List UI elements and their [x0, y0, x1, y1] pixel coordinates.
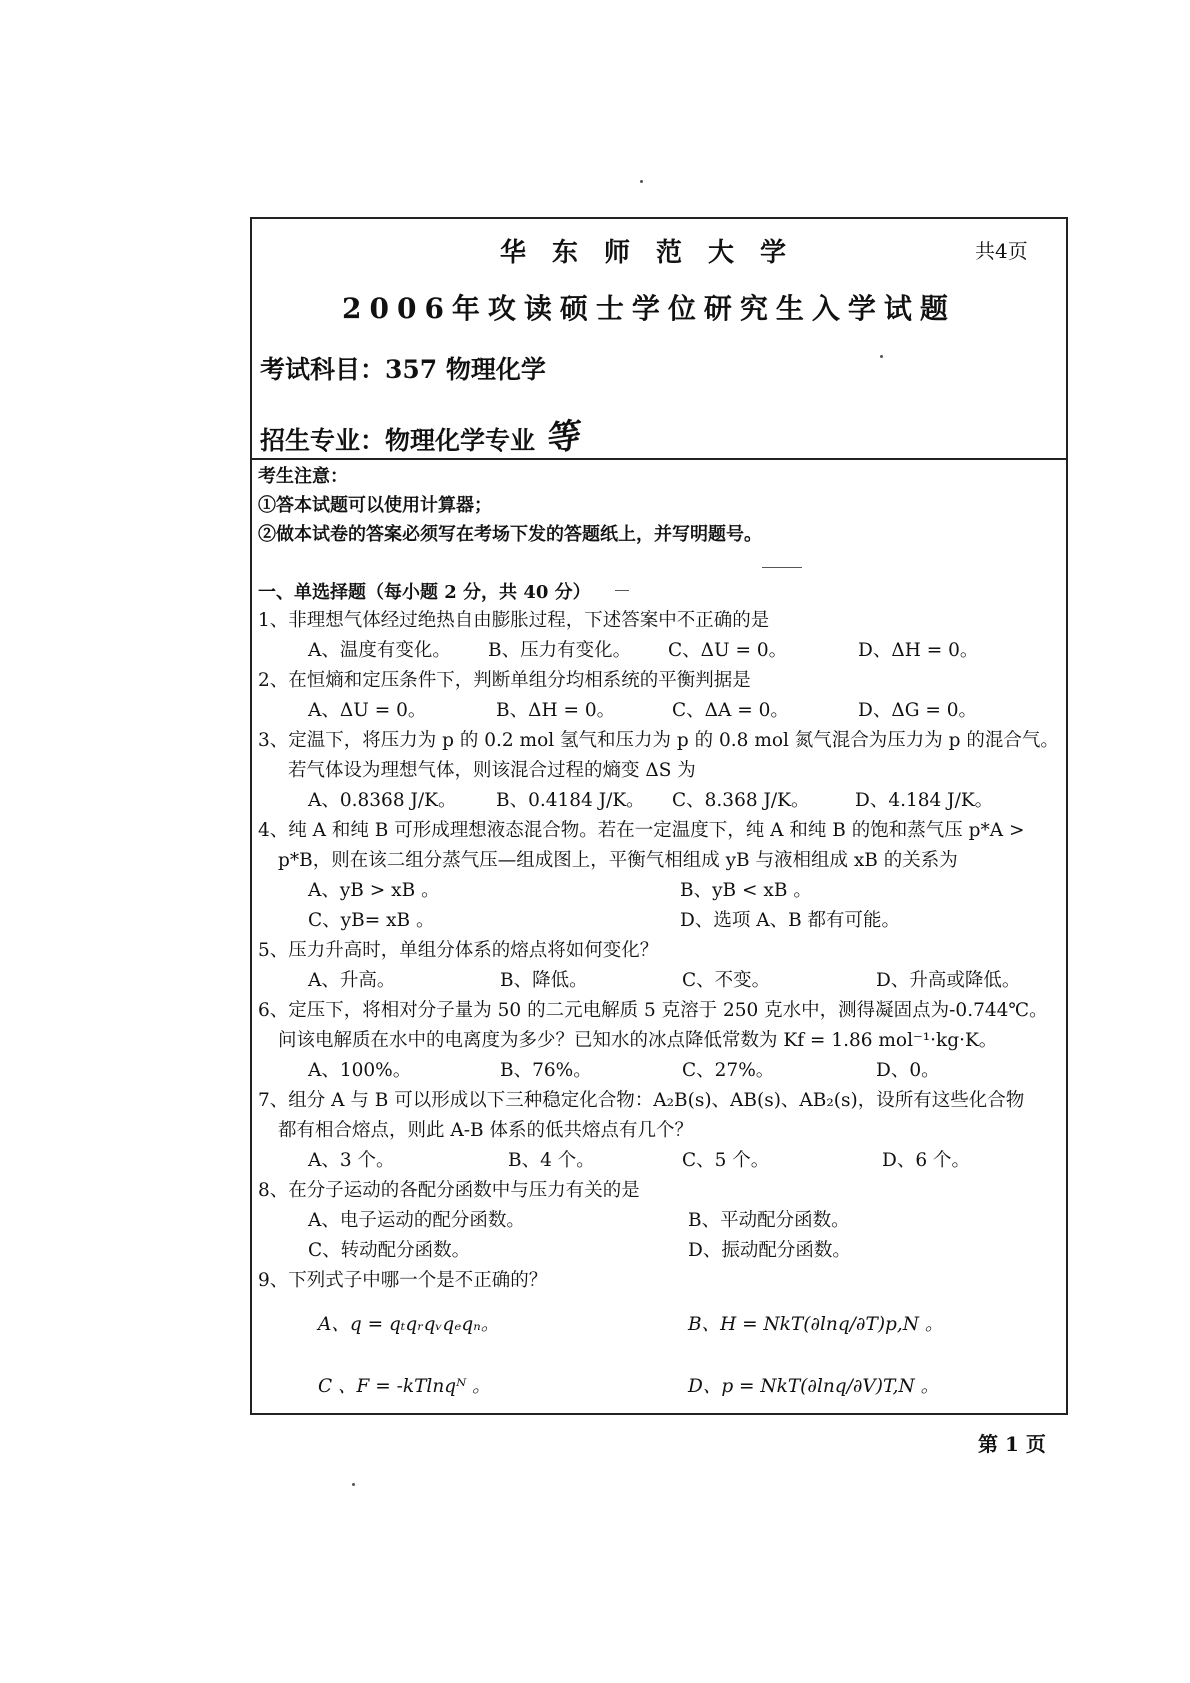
- option-c: C、转动配分函数。: [308, 1240, 471, 1261]
- option-d: D、选项 A、B 都有可能。: [680, 910, 901, 931]
- exam-major-text: 招生专业：物理化学专业: [260, 426, 536, 455]
- scan-speck: [640, 180, 643, 183]
- option-b: B、ΔH = 0。: [496, 700, 616, 721]
- option-b: B、yB < xB 。: [680, 880, 812, 901]
- question-stem: 8、在分子运动的各配分函数中与压力有关的是: [258, 1180, 640, 1201]
- question-stem: 3、定温下，将压力为 p 的 0.2 mol 氢气和压力为 p 的 0.8 mol 氮气混合为压力为 p 的混合气。: [258, 730, 1059, 751]
- scan-speck: [352, 1483, 355, 1486]
- exam-major: [260, 410, 581, 461]
- option-a: A、升高。: [308, 970, 396, 991]
- option-d: D、6 个。: [882, 1150, 970, 1171]
- handwritten-mark: 等: [541, 415, 581, 461]
- option-c: C、8.368 J/K。: [672, 790, 810, 811]
- question-stem: 9、下列式子中哪一个是不正确的？: [258, 1270, 548, 1291]
- question-stem: 2、在恒熵和定压条件下，判断单组分均相系统的平衡判据是: [258, 670, 751, 691]
- option-b: B、0.4184 J/K。: [496, 790, 645, 811]
- option-b: B、76%。: [500, 1060, 592, 1081]
- option-a: A、100%。: [308, 1060, 412, 1081]
- university-name: 华东师范大学: [500, 238, 813, 268]
- option-d: D、0。: [876, 1060, 940, 1081]
- question-stem: 7、组分 A 与 B 可以形成以下三种稳定化合物：A₂B(s)、AB(s)、AB₂(s)，设所有这些化合物: [258, 1090, 1025, 1111]
- option-a: A、3 个。: [308, 1150, 395, 1171]
- question-stem: 5、压力升高时，单组分体系的熔点将如何变化？: [258, 940, 659, 961]
- notice-heading: 考生注意：: [258, 466, 348, 487]
- option-a: A、0.8368 J/K。: [308, 790, 457, 811]
- option-d: D、振动配分函数。: [688, 1240, 851, 1261]
- question-stem: 6、定压下，将相对分子量为 50 的二元电解质 5 克溶于 250 克水中，测得凝固点为-0.744℃。: [258, 1000, 1048, 1021]
- option-a: A、电子运动的配分函数。: [308, 1210, 525, 1231]
- option-c: C、5 个。: [682, 1150, 770, 1171]
- option-d: D、p = NkT(∂lnq/∂V)T,N 。: [688, 1376, 940, 1397]
- option-b: B、H = NkT(∂lnq/∂T)p,N 。: [688, 1314, 944, 1335]
- option-b: B、4 个。: [508, 1150, 595, 1171]
- option-c: C、ΔA = 0。: [672, 700, 789, 721]
- option-c: C、不变。: [682, 970, 771, 991]
- question-stem-continued: 若气体设为理想气体，则该混合过程的熵变 ΔS 为: [288, 760, 696, 781]
- option-c: C、27%。: [682, 1060, 775, 1081]
- option-b: B、压力有变化。: [488, 640, 632, 661]
- notice-item: ②做本试卷的答案必须写在考场下发的答题纸上，并写明题号。: [258, 524, 762, 545]
- section-title: 一、单选择题（每小题 2 分，共 40 分）: [258, 582, 591, 603]
- option-d: D、4.184 J/K。: [855, 790, 994, 811]
- option-a: A、q = qₜqᵣqᵥqₑqₙ。: [318, 1314, 500, 1335]
- question-stem-continued: 都有相合熔点，则此 A-B 体系的低共熔点有几个？: [278, 1120, 693, 1141]
- option-d: D、升高或降低。: [876, 970, 1021, 991]
- exam-subject: 考试科目：357 物理化学: [260, 355, 546, 384]
- option-a: A、ΔU = 0。: [308, 700, 427, 721]
- question-stem: 1、非理想气体经过绝热自由膨胀过程，下述答案中不正确的是: [258, 610, 770, 631]
- option-c: C、ΔU = 0。: [668, 640, 788, 661]
- question-stem: 4、纯 A 和纯 B 可形成理想液态混合物。若在一定温度下，纯 A 和纯 B 的饱和蒸气压 p*A >: [258, 820, 1025, 841]
- question-stem-continued: 问该电解质在水中的电离度为多少？已知水的冰点降低常数为 Kf = 1.86 mol⁻¹·kg·K。: [278, 1030, 998, 1051]
- option-d: D、ΔG = 0。: [858, 700, 978, 721]
- option-c: C 、F = -kTlnqᴺ 。: [318, 1376, 491, 1397]
- option-a: A、yB > xB 。: [308, 880, 440, 901]
- option-a: A、温度有变化。: [308, 640, 451, 661]
- exam-title: 2006年攻读硕士学位研究生入学试题: [342, 292, 956, 325]
- option-d: D、ΔH = 0。: [858, 640, 979, 661]
- total-pages: 共4页: [975, 239, 1028, 263]
- option-c: C、yB= xB 。: [308, 910, 435, 931]
- option-b: B、平动配分函数。: [688, 1210, 850, 1231]
- question-stem-continued: p*B，则在该二组分蒸气压—组成图上，平衡气相组成 yB 与液相组成 xB 的关系为: [278, 850, 958, 871]
- page-number: 第 1 页: [978, 1432, 1046, 1456]
- notice-item: ①答本试题可以使用计算器；: [258, 495, 492, 516]
- option-b: B、降低。: [500, 970, 588, 991]
